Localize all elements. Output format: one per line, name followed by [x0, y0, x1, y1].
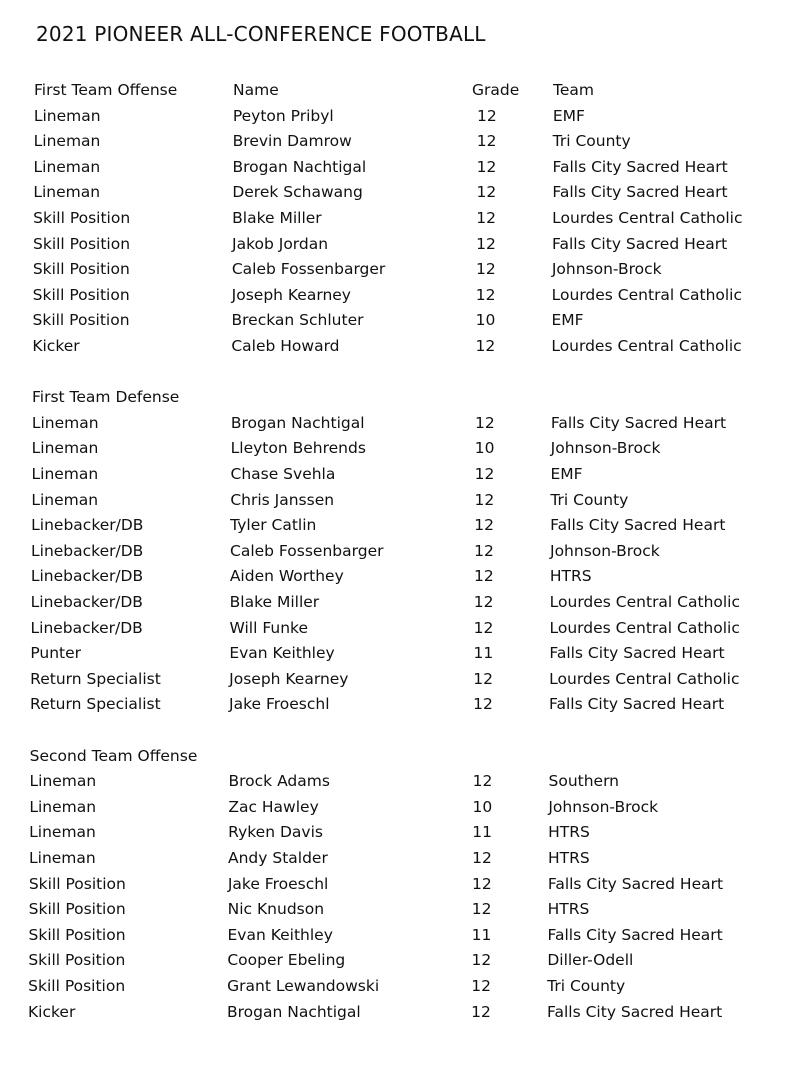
position-cell: Lineman	[33, 132, 101, 151]
name-cell: Peyton Pribyl	[232, 106, 334, 125]
table-row	[33, 206, 760, 231]
table-row	[30, 641, 760, 666]
position-cell: Skill Position	[28, 925, 126, 944]
position-cell: Skill Position	[28, 900, 126, 919]
grade-cell: 12	[473, 669, 494, 688]
position-cell: Lineman	[33, 157, 101, 176]
table-row	[32, 462, 761, 487]
name-cell: Blake Miller	[232, 209, 322, 227]
grade-cell: 12	[476, 157, 497, 176]
team-cell: Falls City Sacred Heart	[552, 183, 728, 202]
name-cell: Evan Keithley	[229, 644, 335, 663]
team-cell: Johnson-Brock	[550, 541, 660, 560]
grade-cell: 12	[476, 183, 497, 202]
grade-cell: 12	[471, 1002, 491, 1021]
name-cell: Brogan Nachtigal	[230, 413, 365, 432]
name-cell: Evan Keithley	[227, 925, 333, 944]
position-cell: Skill Position	[32, 285, 130, 304]
position-cell: Lineman	[29, 797, 97, 816]
position-cell: Lineman	[33, 183, 101, 202]
name-cell: Breckan Schluter	[231, 311, 364, 330]
grade-cell: 12	[476, 106, 497, 125]
team-cell: Diller-Odell	[547, 951, 634, 970]
position-cell: Return Specialist	[30, 695, 161, 714]
grade-cell: 12	[472, 849, 492, 867]
position-cell: Linebacker/DB	[31, 541, 144, 560]
table-row	[28, 974, 760, 999]
table-row	[31, 616, 761, 641]
table-row	[30, 667, 760, 692]
name-cell: Brock Adams	[228, 772, 330, 791]
table-row	[28, 948, 760, 973]
column-header-team: Team	[553, 81, 594, 99]
position-cell: Lineman	[31, 465, 99, 483]
grade-cell: 12	[475, 260, 496, 279]
team-cell: Lourdes Central Catholic	[549, 618, 740, 637]
name-cell: Jake Froeschl	[229, 695, 330, 714]
name-cell: Tyler Catlin	[230, 516, 317, 535]
table-row	[28, 1000, 760, 1025]
position-cell: Skill Position	[32, 311, 130, 330]
position-cell: Return Specialist	[30, 669, 161, 688]
grade-cell: 12	[473, 593, 494, 611]
grade-cell: 12	[475, 337, 496, 355]
table-row	[34, 129, 760, 154]
position-cell: Skill Position	[32, 260, 130, 279]
position-cell: Linebacker/DB	[31, 516, 144, 535]
team-cell: Lourdes Central Catholic	[551, 285, 743, 304]
name-cell: Blake Miller	[229, 593, 320, 611]
table-row	[33, 283, 760, 308]
table-row	[29, 846, 760, 871]
team-cell: Tri County	[550, 490, 629, 509]
section-heading: Second Team Offense	[29, 746, 198, 765]
name-cell: Caleb Howard	[231, 337, 340, 355]
team-cell: HTRS	[549, 567, 592, 586]
team-cell: HTRS	[548, 849, 590, 867]
table-row	[31, 590, 760, 615]
name-cell: Ryken Davis	[228, 823, 323, 842]
team-cell: HTRS	[548, 823, 590, 842]
table-row	[29, 820, 760, 845]
name-cell: Will Funke	[229, 618, 309, 637]
table-row	[34, 104, 760, 129]
section-heading: First Team Defense	[32, 388, 180, 407]
section-header-row	[32, 385, 760, 410]
grade-cell: 12	[474, 413, 495, 432]
grade-cell: 12	[474, 490, 495, 509]
position-cell: Kicker	[28, 1002, 76, 1021]
grade-cell: 12	[476, 132, 497, 151]
table-row	[31, 513, 760, 538]
table-row	[31, 488, 760, 513]
name-cell: Zac Hawley	[228, 797, 319, 816]
team-cell: Falls City Sacred Heart	[547, 925, 723, 944]
grade-cell: 12	[472, 772, 493, 791]
position-cell: Lineman	[33, 106, 101, 125]
position-cell: Lineman	[31, 413, 99, 432]
name-cell: Lleyton Behrends	[230, 439, 366, 458]
table-row	[31, 539, 760, 564]
table-row	[30, 692, 760, 717]
grade-cell: 12	[474, 516, 495, 535]
position-cell: Linebacker/DB	[30, 618, 143, 637]
grade-cell: 12	[473, 695, 493, 714]
grade-cell: 12	[475, 285, 496, 304]
name-cell: Caleb Fossenbarger	[230, 541, 384, 560]
position-cell: Skill Position	[28, 951, 126, 970]
table-row	[29, 897, 760, 922]
grade-cell: 11	[472, 823, 493, 842]
team-cell: Southern	[548, 772, 620, 791]
name-cell: Brogan Nachtigal	[232, 157, 367, 176]
name-cell: Caleb Fossenbarger	[231, 260, 386, 279]
grade-cell: 12	[474, 465, 495, 483]
team-cell: Lourdes Central Catholic	[549, 669, 740, 688]
position-cell: Lineman	[29, 772, 97, 791]
name-cell: Nic Knudson	[227, 900, 325, 919]
team-cell: Lourdes Central Catholic	[552, 209, 743, 227]
grade-cell: 10	[472, 797, 493, 816]
name-cell: Jakob Jordan	[232, 234, 329, 253]
table-row	[29, 923, 761, 948]
team-cell: Falls City Sacred Heart	[549, 695, 725, 714]
position-cell: Kicker	[32, 337, 80, 355]
grade-cell: 12	[471, 874, 492, 893]
team-cell: EMF	[551, 311, 584, 330]
table-row	[32, 411, 760, 436]
name-cell: Joseph Kearney	[231, 285, 351, 304]
name-cell: Chris Janssen	[230, 490, 335, 509]
team-cell: Falls City Sacred Heart	[552, 157, 728, 176]
grade-cell: 12	[474, 541, 494, 560]
grade-cell: 12	[473, 618, 494, 637]
team-cell: HTRS	[547, 900, 590, 919]
grade-cell: 11	[471, 925, 492, 944]
position-cell: Lineman	[29, 823, 96, 842]
table-row	[33, 308, 761, 333]
position-cell: Linebacker/DB	[30, 593, 143, 611]
name-cell: Brevin Damrow	[232, 132, 352, 151]
team-cell: EMF	[552, 106, 585, 125]
grade-cell: 10	[475, 311, 496, 330]
team-cell: Tri County	[547, 977, 626, 995]
team-cell: Johnson-Brock	[550, 439, 661, 458]
table-row	[34, 155, 761, 180]
section-heading: First Team Offense	[34, 81, 178, 99]
grade-cell: 11	[473, 644, 494, 663]
position-cell: Skill Position	[28, 874, 126, 893]
grade-cell: 12	[471, 977, 492, 995]
position-cell: Lineman	[29, 849, 96, 867]
team-cell: Falls City Sacred Heart	[547, 1002, 723, 1021]
team-cell: Falls City Sacred Heart	[550, 413, 727, 432]
section-header-row	[34, 78, 760, 103]
table-row	[32, 334, 760, 359]
table-row	[31, 564, 760, 589]
name-cell: Chase Svehla	[230, 465, 336, 483]
name-cell: Brogan Nachtigal	[227, 1002, 361, 1021]
position-cell: Punter	[30, 644, 82, 663]
column-header-grade: Grade	[472, 81, 520, 99]
grade-cell: 10	[474, 439, 495, 458]
team-cell: Lourdes Central Catholic	[551, 337, 742, 355]
position-cell: Skill Position	[33, 234, 131, 253]
team-cell: Johnson-Brock	[548, 797, 659, 816]
team-cell: Falls City Sacred Heart	[552, 234, 728, 253]
grade-cell: 12	[473, 567, 494, 586]
table-row	[33, 180, 760, 205]
grade-cell: 12	[476, 234, 496, 253]
name-cell: Jake Froeschl	[227, 874, 329, 893]
team-cell: Falls City Sacred Heart	[547, 874, 724, 893]
table-row	[29, 795, 760, 820]
position-cell: Lineman	[31, 439, 99, 458]
page-title: 2021 PIONEER ALL-CONFERENCE FOOTBALL	[36, 22, 486, 46]
team-cell: Johnson-Brock	[551, 260, 662, 279]
table-row	[30, 769, 761, 794]
team-cell: Falls City Sacred Heart	[550, 516, 726, 535]
section-header-row	[30, 744, 760, 769]
position-cell: Linebacker/DB	[30, 567, 144, 586]
name-cell: Joseph Kearney	[229, 669, 349, 688]
name-cell: Cooper Ebeling	[227, 951, 346, 970]
team-cell: Falls City Sacred Heart	[549, 644, 725, 663]
name-cell: Grant Lewandowski	[227, 977, 380, 995]
grade-cell: 12	[476, 209, 497, 227]
team-cell: Lourdes Central Catholic	[549, 593, 741, 611]
team-cell: EMF	[550, 465, 583, 483]
position-cell: Lineman	[31, 490, 99, 509]
table-row	[29, 872, 760, 897]
team-cell: Tri County	[552, 132, 631, 151]
name-cell: Andy Stalder	[228, 849, 328, 867]
name-cell: Derek Schawang	[232, 183, 363, 202]
table-row	[33, 232, 760, 257]
table-row	[33, 257, 760, 282]
grade-cell: 12	[471, 900, 492, 919]
position-cell: Skill Position	[33, 209, 131, 227]
grade-cell: 12	[471, 951, 492, 970]
column-header-name: Name	[233, 81, 279, 99]
position-cell: Skill Position	[28, 977, 126, 995]
name-cell: Aiden Worthey	[229, 567, 344, 586]
table-row	[32, 436, 760, 461]
